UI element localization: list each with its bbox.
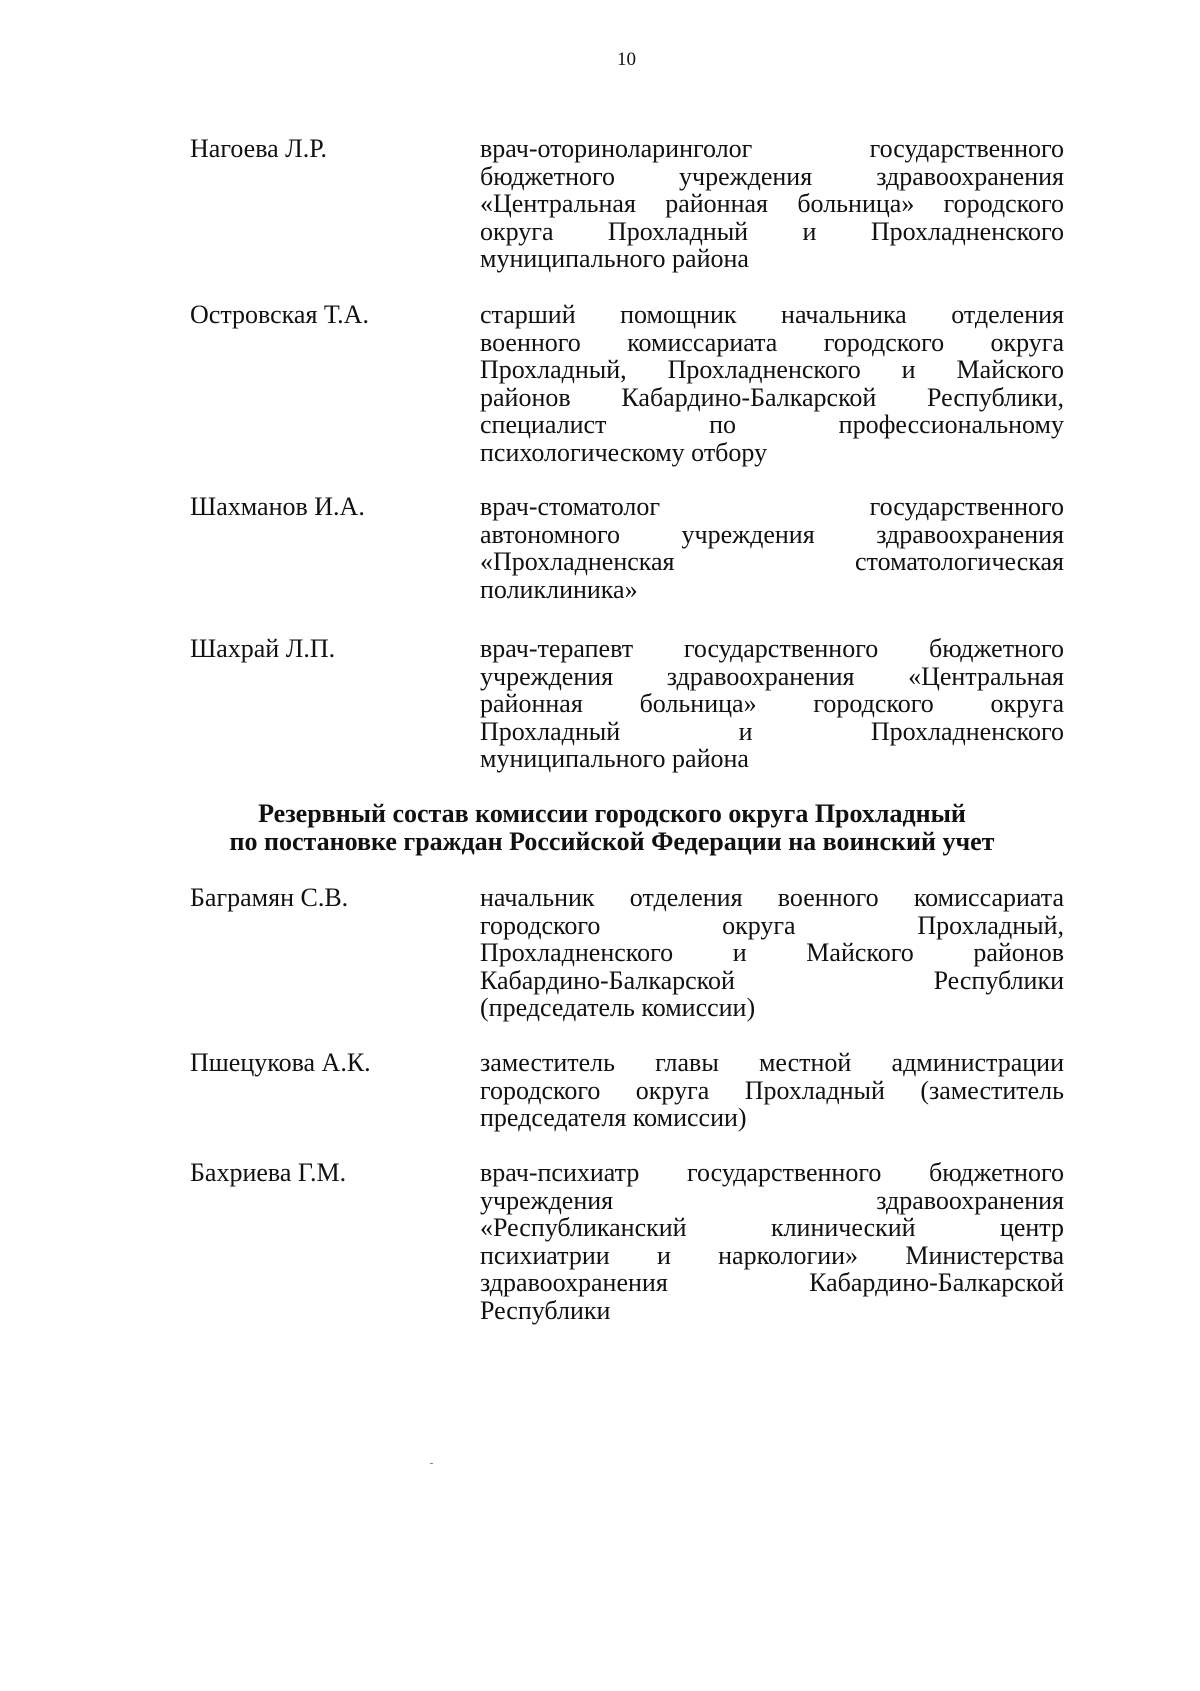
- description-line: Прохладный и Прохладненского: [480, 716, 1064, 746]
- member-description: [480, 493, 1064, 603]
- member-description: [480, 135, 1064, 273]
- description-line: муниципального района: [480, 244, 749, 273]
- description-line: психиатрии и наркологии» Министерства: [480, 1240, 1064, 1270]
- description-line: «Прохладненская стоматологическая: [480, 547, 1064, 576]
- description-line: военного комиссариата городского округа: [480, 327, 1064, 357]
- member-description: [480, 884, 1064, 1022]
- description-line: психологическому отбору: [480, 437, 768, 467]
- description-line: врач-терапевт государственного бюджетного: [480, 634, 1064, 663]
- reserve-title-line-2: по постановке граждан Российской Федерации на воинский учет: [229, 827, 995, 856]
- member-name: Баграмян С.В.: [190, 883, 349, 912]
- member-name: Шахрай Л.П.: [190, 634, 336, 663]
- reserve-title-line-1: Резервный состав комиссии городского округа Прохладный: [258, 799, 966, 828]
- member-name: Шахманов И.А.: [190, 492, 365, 521]
- member-description: [480, 1049, 1064, 1132]
- member-name: Пшецукова А.К.: [190, 1048, 371, 1077]
- reserve-section-title: [150, 800, 1074, 856]
- description-line: врач-оториноларинголог государственного: [480, 134, 1064, 163]
- description-line: заместитель главы местной администрации: [480, 1048, 1064, 1077]
- member-description: [480, 1159, 1064, 1324]
- description-line: учреждения здравоохранения: [480, 1185, 1064, 1215]
- description-line: округа Прохладный и Прохладненского: [480, 216, 1064, 246]
- description-line: начальник отделения военного комиссариата: [480, 883, 1064, 912]
- description-line: Прохладный, Прохладненского и Майского: [480, 355, 1064, 384]
- description-line: «Республиканский клинический центр: [480, 1213, 1064, 1242]
- description-line: районов Кабардино-Балкарской Республики,: [480, 382, 1064, 412]
- page-number: 10: [617, 49, 636, 70]
- description-line: Республики: [480, 1295, 611, 1325]
- member-name: Нагоева Л.Р.: [190, 134, 328, 163]
- description-line: здравоохранения Кабардино-Балкарской: [480, 1268, 1064, 1297]
- description-line: поликлиника»: [480, 574, 638, 604]
- description-line: муниципального района: [480, 744, 749, 773]
- description-line: городского округа Прохладный (заместитель: [480, 1075, 1064, 1105]
- description-line: председателя комиссии): [480, 1103, 747, 1132]
- description-line: врач-стоматолог государственного: [480, 492, 1064, 521]
- description-line: специалист по профессиональному: [480, 410, 1064, 439]
- member-description: [480, 301, 1064, 466]
- description-line: врач-психиатр государственного бюджетного: [480, 1158, 1064, 1187]
- description-line: бюджетного учреждения здравоохранения: [480, 161, 1064, 191]
- description-line: Кабардино-Балкарской Республики: [480, 965, 1064, 995]
- description-line: автономного учреждения здравоохранения: [480, 519, 1064, 549]
- member-name: Островская Т.А.: [190, 300, 369, 329]
- description-line: старший помощник начальника отделения: [480, 300, 1064, 329]
- member-description: [480, 635, 1064, 773]
- description-line: районная больница» городского округа: [480, 689, 1064, 718]
- description-line: (председатель комиссии): [480, 993, 756, 1022]
- description-line: учреждения здравоохранения «Центральная: [480, 661, 1064, 691]
- description-line: городского округа Прохладный,: [480, 910, 1064, 940]
- member-name: Бахриева Г.М.: [190, 1158, 347, 1187]
- description-line: Прохладненского и Майского районов: [480, 938, 1064, 967]
- scan-artifact: [430, 1463, 433, 1464]
- description-line: «Центральная районная больница» городского: [480, 189, 1064, 218]
